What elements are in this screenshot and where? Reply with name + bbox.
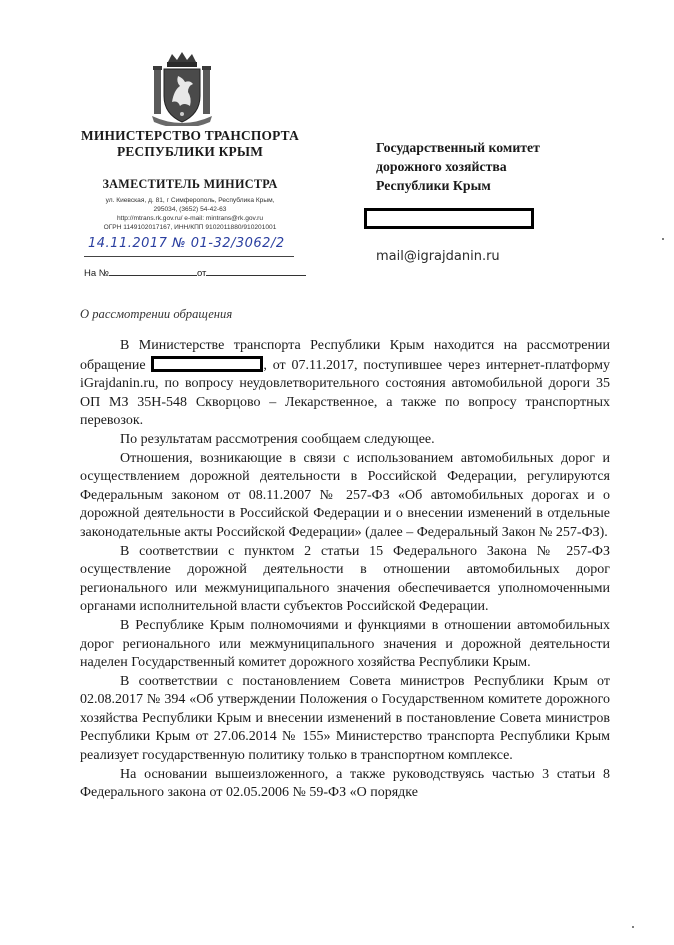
recipient-line3: Республики Крым — [376, 178, 491, 193]
ministry-name-line2: РЕСПУБЛИКИ КРЫМ — [116, 144, 264, 159]
recipient-email: mail@igrajdanin.ru — [376, 249, 500, 264]
letter-body — [80, 337, 610, 803]
body-paragraph-1-end: , от 07.11.2017, поступившее через интернет-платформу iGrajdanin.ru, по вопросу неудовлетворительного состояния автомобильной дороги 35 ОП МЗ 35Н-548 Скворцово – Лекарственное, а также по вопросу транспортных перевозок. — [80, 357, 610, 429]
body-paragraph-1 — [80, 337, 610, 431]
ministry-name — [78, 128, 302, 160]
sender-address-line2: 295034, (3652) 54-42-63 — [153, 206, 227, 213]
body-paragraph-5: В Республике Крым полномочиями и функциями в отношении автомобильных дорог регионального или межмуниципального значения и дорожной деятельности наделен Государственный комитет дорожного хозяйства Республики Крым. — [80, 617, 610, 671]
body-paragraph-3: Отношения, возникающие в связи с использованием автомобильных дорог и осуществлением дорожной деятельности в Российской Федерации, регулируются Федеральным законом от 08.11.2007 № 257-ФЗ «Об автомобильных дорогах и о дорожной деятельности в Российской Федерации и о внесении изменений в отдельные законодательные акты Российской Федерации» (далее – Федеральный Закон № 257-ФЗ). — [80, 450, 610, 540]
letter-subject: О рассмотрении обращения — [80, 307, 233, 321]
reference-from-label: от — [196, 268, 207, 279]
sender-position: ЗАМЕСТИТЕЛЬ МИНИСТРА — [102, 177, 278, 191]
sender-web-email: http://mtrans.rk.gov.ru/ e-mail: mintrans@rk.gov.ru — [116, 215, 264, 222]
body-paragraph-2: По результатам рассмотрения сообщаем следующее. — [120, 431, 435, 447]
body-paragraph-6: В соответствии с постановлением Совета министров Республики Крым от 02.08.2017 № 394 «Об утверждении Положения о Государственном комитете дорожного хозяйства Республики Крым и внесении изменений в постановление Совета министров Республики Крым от 27.06.2014 № 155» Министерство транспорта Республики Крым реализует государственную политику только в транспортном комплексе. — [80, 673, 610, 764]
redacted-recipient-name — [364, 208, 534, 229]
body-paragraph-1-start: В Министерстве транспорта Республики Крым находится на рассмотрении обращение — [80, 338, 610, 373]
reference-number-line — [84, 266, 306, 279]
recipient-line1: Государственный комитет — [376, 140, 540, 155]
body-paragraph-4: В соответствии с пунктом 2 статьи 15 Федерального Закона № 257-ФЗ осуществление дорожной деятельности в отношении автомобильных дорог регионального или межмуниципального значения обеспечивается уполномоченными органами исполнительной власти субъектов Российской Федерации. — [80, 543, 610, 615]
handwritten-date-number: 14.11.2017 № 01-32/3062/2 — [88, 236, 285, 251]
sender-registration-codes: ОГРН 1149102017167, ИНН/КПП 9102011880/910201001 — [103, 224, 277, 231]
sender-address-line1: ул. Киевская, д. 81, г Симферополь, Республика Крым, — [105, 197, 275, 204]
scan-artifact-dot — [662, 238, 664, 240]
body-paragraph-7: На основании вышеизложенного, а также руководствуясь частью 3 статьи 8 Федерального закона от 02.05.2006 № 59-ФЗ «О порядке — [80, 766, 610, 801]
recipient-organization — [376, 138, 636, 195]
reference-number-prefix: На № — [84, 268, 109, 279]
redacted-applicant-name — [151, 356, 263, 372]
crimea-coat-of-arms-emblem — [150, 50, 214, 126]
scan-artifact-dot — [632, 926, 634, 928]
ministry-name-line1: МИНИСТЕРСТВО ТРАНСПОРТА — [81, 128, 299, 143]
recipient-line2: дорожного хозяйства — [376, 159, 507, 174]
